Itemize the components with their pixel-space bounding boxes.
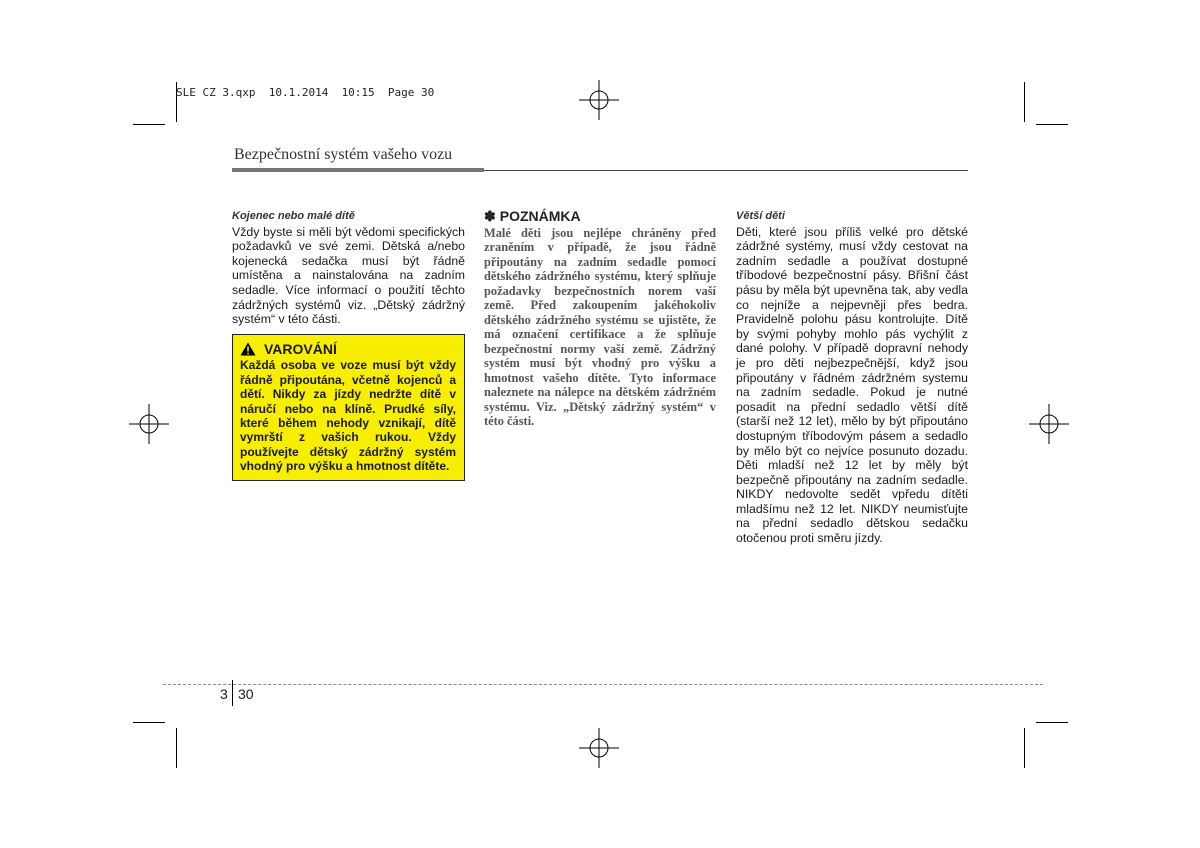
warning-title: VAROVÁNÍ	[264, 340, 337, 357]
crop-mark	[1024, 82, 1025, 122]
crop-mark	[1024, 728, 1025, 768]
note-title: POZNÁMKA	[499, 208, 581, 224]
subheading: Kojenec nebo malé dítě	[232, 210, 355, 222]
note-asterisk-icon: ✽	[484, 208, 496, 224]
crop-mark	[133, 124, 165, 125]
registration-mark-icon	[579, 728, 619, 768]
body-paragraph: Vždy byste si měli být vědomi specifických požadavků ve své zemi. Dětská a/nebo kojenecká sedačka musí být řádně umístěna a nainstalována na zadním sedadle. Více informací o použití těchto zádržných systémů viz. „Dětský zádržný systém“ v této části.	[232, 224, 465, 327]
warning-header	[240, 342, 456, 357]
page-number	[220, 686, 228, 702]
page-number-separator	[232, 680, 233, 706]
footer-rule	[163, 684, 1043, 685]
column-right	[736, 209, 968, 546]
warning-triangle-icon	[240, 342, 256, 356]
section-title: Bezpečnostní systém vašeho vozu	[234, 146, 453, 163]
crop-mark	[1036, 124, 1068, 125]
page-number-value: 30	[238, 686, 254, 702]
warning-box	[232, 334, 465, 481]
registration-mark-icon	[579, 80, 619, 120]
body-paragraph: Děti, které jsou příliš velké pro dětské zádržné systémy, musí vždy cestovat na zadním sedadle a používat dostupné tříbodové bezpečnostní pásy. Břišní část pásu by měla být upevněna tak, aby vedla co nejníže a nejpevněji přes bedra. Pravidelně polohu pásu kontrolujte. Dítě by svými pohyby mohlo pás vychýlit z dané polohy. V případě dopravní nehody je pro děti nejbezpečnější, když jsou připoutány v řádném zádržném systemu na zadním sedadle. Pokud je nutné posadit na přední sedadlo větší dítě (starší než 12 let), mělo by být připoutáno dostupným tříbodovým pásem a sedadlo by mělo být co nejvíce posunuto dozadu. Děti mladší než 12 let by měly být bezpečně připoutány na zadním sedadle. NIKDY nedovolte sedět vpředu dítěti mladšímu než 12 let. NIKDY neumisťujte na přední sedadlo dětskou sedačku otočenou proti směru jízdy.	[736, 224, 968, 546]
crop-mark	[133, 722, 165, 723]
note-text: Malé děti jsou nejlépe chráněny před zraněním v případě, že jsou řádně připoutány na zadním sedadle pomocí dětského zádržného systému, který splňuje požadavky bezpečnostních norem vaší země. Před zakoupením jakéhokoliv dětského zádržného systému se ujistěte, že má označení certifikace a že splňuje bezpečnostní normy vaší země. Zádržný systém musí být vhodný pro výšku a hmotnost vašeho dítěte. Tyto informace naleznete na nálepce na dětském zádržném systému. Viz. „Dětský zádržný systém“ v této části.	[484, 225, 716, 429]
chapter-number: 3	[220, 686, 228, 702]
column-middle	[484, 209, 716, 429]
note-header	[484, 209, 716, 224]
column-left	[232, 209, 465, 481]
print-slug: SLE CZ 3.qxp 10.1.2014 10:15 Page 30	[176, 86, 435, 99]
crop-mark	[176, 728, 177, 768]
subheading: Větší děti	[736, 210, 785, 222]
header-rule	[484, 170, 968, 171]
registration-mark-icon	[1029, 404, 1069, 444]
warning-text: Každá osoba ve voze musí být vždy řádně připoutána, včetně kojenců a dětí. Nikdy za jízdy nedržte dítě v náručí nebo na klíně. Prudké síly, které během nehody vznikají, dítě vymrští z vašich rukou. Vždy používejte dětský zádržný systém vhodný pro výšku a hmotnost dítěte.	[240, 358, 456, 474]
header-rule	[232, 168, 484, 172]
page-number	[238, 686, 254, 702]
crop-mark	[1036, 722, 1068, 723]
registration-mark-icon	[129, 404, 169, 444]
